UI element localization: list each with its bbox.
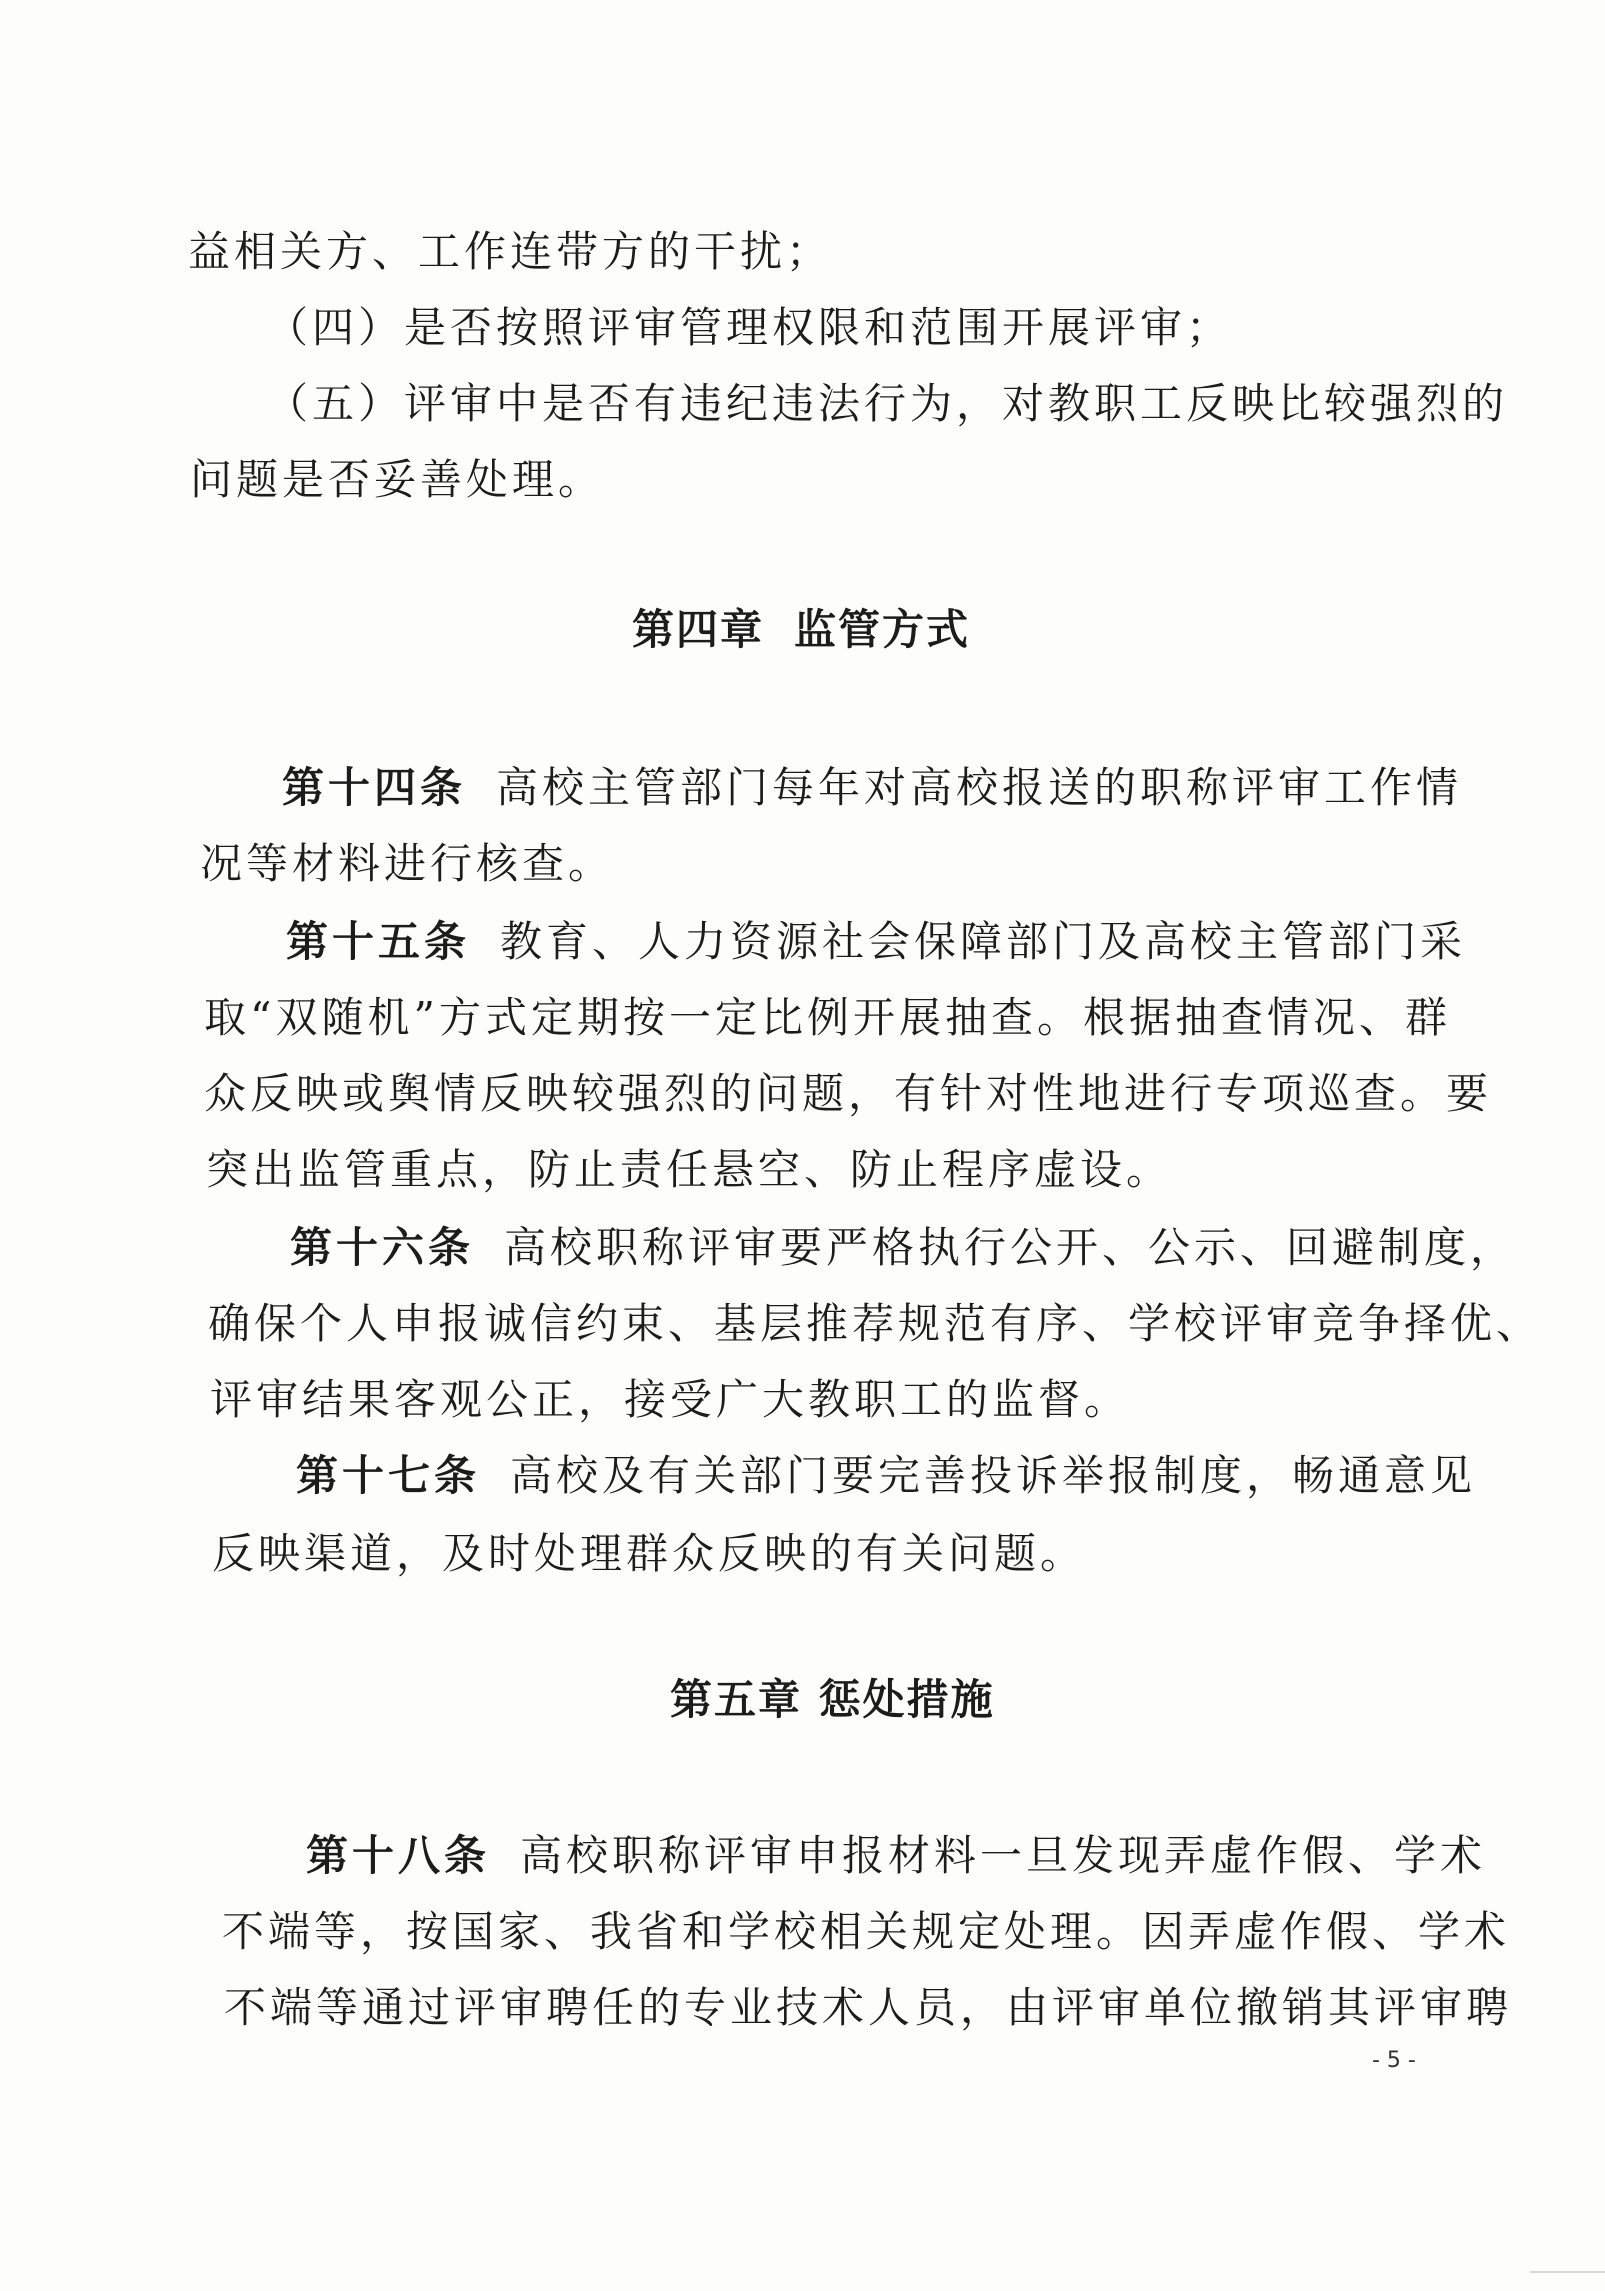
article-18-number: 第十八条: [306, 1831, 491, 1880]
page-number: - 5 -: [1372, 2048, 1416, 2073]
text-line: 问题是否妥善处理。: [190, 455, 605, 504]
article-15-line-1: [286, 912, 1466, 972]
article-17-line-1: [296, 1446, 1476, 1506]
article-15-line-3: 众反映或舆情反映较强烈的问题，有针对性地进行专项巡查。要: [204, 1069, 1493, 1118]
article-18-text: 高校职称评审申报材料一旦发现弄虚作假、学术: [520, 1831, 1487, 1880]
article-18-line-1: [306, 1826, 1486, 1886]
article-15-text: 教育、人力资源社会保障部门及高校主管部门采: [500, 917, 1467, 966]
clause-four-line: （四）是否按照评审管理权限和范围开展评审；: [266, 303, 1233, 352]
article-14-line-2: 况等材料进行核查。: [200, 839, 615, 888]
article-16-line-1: [290, 1218, 1516, 1278]
text-line: 益相关方、工作连带方的干扰；: [188, 227, 833, 276]
article-16-line-2: 确保个人申报诚信约束、基层推荐规范有序、学校评审竞争择优、: [208, 1299, 1543, 1348]
chapter-four-heading: [632, 600, 970, 660]
chapter-four-number: 第四章: [632, 605, 765, 654]
article-15-number: 第十五条: [286, 917, 471, 966]
article-15-line-2: 取“双随机”方式定期按一定比例开展抽查。根据抽查情况、群: [204, 993, 1451, 1042]
article-14-text: 高校主管部门每年对高校报送的职称评审工作情: [496, 763, 1463, 812]
article-17-number: 第十七条: [296, 1451, 481, 1500]
chapter-five-heading: 第五章 惩处措施: [670, 1675, 995, 1724]
article-18-line-3: 不端等通过评审聘任的专业技术人员，由评审单位撤销其评审聘: [224, 1983, 1513, 2032]
chapter-four-title: 监管方式: [794, 605, 971, 654]
article-16-line-3: 评审结果客观公正，接受广大教职工的监督。: [210, 1375, 1131, 1424]
article-15-line-4: 突出监管重点，防止责任悬空、防止程序虚设。: [206, 1145, 1173, 1194]
article-16-number: 第十六条: [290, 1223, 475, 1272]
article-14-number: 第十四条: [282, 763, 467, 812]
article-16-text: 高校职称评审要严格执行公开、公示、回避制度，: [504, 1223, 1517, 1272]
clause-five-line: （五）评审中是否有违纪违法行为，对教职工反映比较强烈的: [266, 379, 1509, 428]
article-17-text: 高校及有关部门要完善投诉举报制度，畅通意见: [510, 1451, 1477, 1500]
scan-edge-mark: [1530, 2271, 1605, 2273]
article-18-line-2: 不端等，按国家、我省和学校相关规定处理。因弄虚作假、学术: [222, 1907, 1511, 1956]
article-17-line-2: 反映渠道，及时处理群众反映的有关问题。: [212, 1529, 1087, 1578]
article-14-line-1: [282, 758, 1462, 818]
